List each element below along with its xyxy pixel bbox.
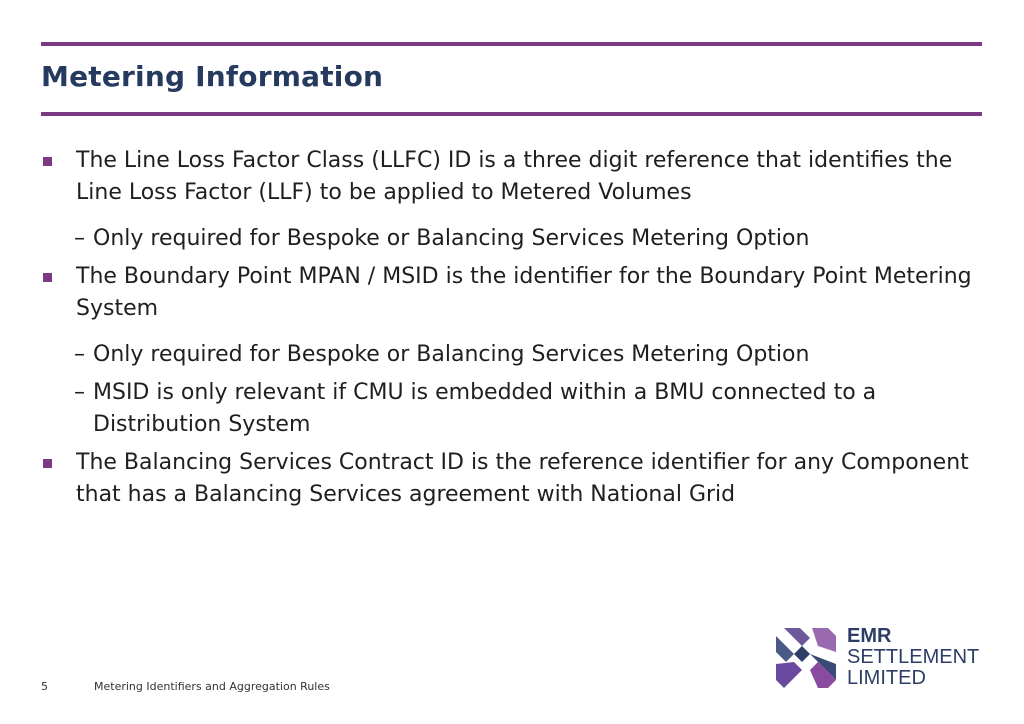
bullet-text: The Line Loss Factor Class (LLFC) ID is a three digit reference that identifies the Line Loss Factor (LLF) to be applied to Metered Volumes <box>76 148 953 205</box>
emr-logo-mark-icon <box>774 626 838 690</box>
bullet-text: The Boundary Point MPAN / MSID is the identifier for the Boundary Point Metering System <box>76 264 972 321</box>
sub-bullet-text: Only required for Bespoke or Balancing Services Metering Option <box>93 342 810 367</box>
footer-doc-title: Metering Identifiers and Aggregation Rules <box>94 680 330 693</box>
slide-title: Metering Information <box>41 60 384 93</box>
emr-logo <box>774 626 984 692</box>
bullet-llfc <box>41 145 986 209</box>
bullet-balancing-services <box>41 447 986 511</box>
sub-bullet-text: MSID is only relevant if CMU is embedded within a BMU connected to a Distribution System <box>93 380 877 437</box>
title-divider <box>41 112 982 116</box>
page-number: 5 <box>41 680 48 693</box>
sub-bullet <box>41 223 986 255</box>
sub-bullet-text: Only required for Bespoke or Balancing Services Metering Option <box>93 226 810 251</box>
logo-line-emr: EMR <box>847 625 892 647</box>
logo-wordmark <box>847 626 979 689</box>
dash-bullet-icon: – <box>74 226 85 251</box>
bullet-text: The Balancing Services Contract ID is the reference identifier for any Component that has a Balancing Services agreement with National Grid <box>76 450 969 507</box>
logo-line-limited: LIMITED <box>847 667 926 689</box>
slide-body <box>41 145 986 511</box>
dash-bullet-icon: – <box>74 380 85 405</box>
square-bullet-icon <box>43 459 52 468</box>
sub-bullet <box>41 339 986 371</box>
dash-bullet-icon: – <box>74 342 85 367</box>
square-bullet-icon <box>43 273 52 282</box>
bullet-boundary-point <box>41 261 986 325</box>
top-divider <box>41 42 982 46</box>
sub-bullet <box>41 377 986 441</box>
logo-line-settlement: SETTLEMENT <box>847 646 980 668</box>
square-bullet-icon <box>43 157 52 166</box>
